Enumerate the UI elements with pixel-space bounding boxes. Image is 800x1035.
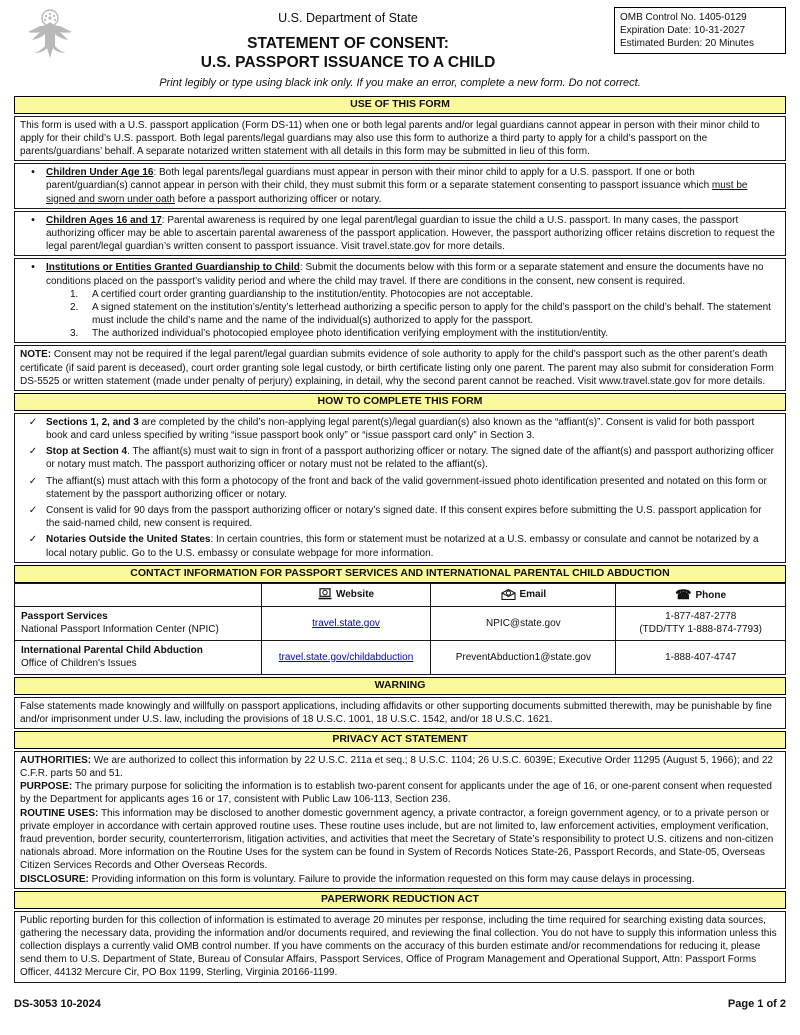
checkmark-icon: ✓ <box>28 416 38 428</box>
checklist-bold-lead: Sections 1, 2, and 3 <box>46 416 139 428</box>
contact-row-passport-services <box>15 606 786 640</box>
list-item <box>70 301 778 327</box>
contact-org-cell <box>15 640 262 674</box>
bullet-icon: • <box>31 167 35 179</box>
travel-state-gov-link[interactable]: travel.state.gov <box>312 617 380 629</box>
note-box <box>14 345 786 391</box>
privacy-disclosure-paragraph <box>20 873 780 886</box>
use-of-form-intro-box <box>14 116 786 162</box>
list-item-text: A signed statement on the institution’s/entity’s letterhead authorizing a specific person to apply for the child’s passport on the child’s behalf. The statement must include the child’s name and the name of the individual(s) authorized to apply for the passport. <box>92 301 771 327</box>
form-title-line1: STATEMENT OF CONSENT: <box>247 34 449 52</box>
checkmark-icon: ✓ <box>28 475 38 487</box>
contact-email-cell <box>431 606 616 640</box>
contact-email-cell <box>431 640 616 674</box>
agency-name: U.S. Department of State <box>278 11 418 25</box>
contact-org-cell <box>15 606 262 640</box>
contact-phone-header <box>616 583 786 606</box>
contact-website-cell <box>261 606 431 640</box>
contact-phone-value: 1-888-407-4747 <box>665 651 737 663</box>
bullet-text-children-under-16: : Both legal parents/legal guardians must appear in person with their minor child to apply for a U.S. passport. If one or both parent/guardian(s) cannot appear in person with their child, they must submit this form or a separate statement consenting to passport issuance which <box>46 167 712 192</box>
contact-website-cell <box>261 640 431 674</box>
omb-expiration-date: Expiration Date: 10-31-2027 <box>620 25 746 36</box>
omb-estimated-burden: Estimated Burden: 20 Minutes <box>620 38 754 49</box>
form-number: DS-3053 10-2024 <box>14 997 101 1010</box>
bullet-icon: • <box>31 214 35 226</box>
contact-email-header-label: Email <box>519 588 547 600</box>
privacy-purpose-text: The primary purpose for soliciting the information is to establish two-parent consent for applicants under the age of 16, or one-parent consent when requested by the Department for applicants ages 16 or 17, consistent with Public Law 106-113, Section 236. <box>20 781 772 806</box>
contact-table <box>14 583 786 675</box>
privacy-routine-uses-lead: ROUTINE USES: <box>20 807 99 819</box>
contact-org-name: Passport Services <box>21 610 108 622</box>
section-heading-use-of-this-form: USE OF THIS FORM <box>14 96 786 114</box>
checklist-item-notaries-outside-us <box>20 533 780 559</box>
list-item-text: The authorized individual’s photocopied employee photo identification verifying employment with the institution/entity. <box>92 328 609 340</box>
contact-phone-tdd: (TDD/TTY 1-888-874-7793) <box>639 624 762 636</box>
childabduction-link[interactable]: travel.state.gov/childabduction <box>278 651 414 663</box>
paperwork-reduction-text: Public reporting burden for this collection of information is estimated to average 20 minutes per response, including the time required for searching existing data sources, gathering the necessary data, providing the information and/or documents required, and reviewing the final collection. You do not have to supply this information unless this collection displays a currently valid OMB control number. If you have comments on the accuracy of this burden estimate and/or recommendations for reducing it, please send them to U.S. Department of State, Bureau of Consular Affairs, Passport Services, Office of Program Management and Operational Support, Attn: Passport Forms Officer, 44132 Mercure Cir, PO Box 1199, Sterling, Virginia 20166-1199. <box>20 914 777 979</box>
contact-table-header-row <box>15 583 786 606</box>
institution-documents-list <box>70 288 778 341</box>
email-icon <box>501 589 516 600</box>
section-heading-paperwork-reduction-act: PAPERWORK REDUCTION ACT <box>14 891 786 909</box>
list-item <box>70 288 778 301</box>
website-icon <box>318 588 332 600</box>
contact-row-child-abduction <box>15 640 786 674</box>
bullet-institutions-guardianship <box>14 258 786 343</box>
checklist-item-consent-90-days <box>20 504 780 530</box>
checkmark-icon: ✓ <box>28 446 38 458</box>
checklist-text: are completed by the child’s non-applying legal parent(s)/legal guardian(s) also known as the “affiant(s)”. Consent is valid for both passport book and card unless specified by writing “issue passport book only” or “issue passport card only” in Section 3. <box>46 416 755 442</box>
privacy-disclosure-text: Providing information on this form is voluntary. Failure to provide the information requested on this form may cause delays in processing. <box>88 873 695 885</box>
underlined-phrase-sworn-under-oath: must be signed and sworn under oath <box>46 180 748 205</box>
page-indicator: Page 1 of 2 <box>727 997 786 1010</box>
bullet-text-children-under-16-end: before a passport authorizing officer or notary. <box>174 193 382 205</box>
checklist-item-stop-at-section-4 <box>20 445 780 471</box>
contact-phone-value: 1-877-487-2778 <box>665 611 737 623</box>
contact-phone-cell <box>616 640 786 674</box>
list-item-number: 3. <box>70 328 79 340</box>
page-footer <box>14 997 786 1012</box>
checkmark-icon: ✓ <box>28 534 38 546</box>
list-item-number: 1. <box>70 288 79 300</box>
contact-org-subname: Office of Children's Issues <box>21 658 137 670</box>
department-of-state-seal-icon <box>18 6 82 72</box>
contact-email-value: PreventAbduction1@state.gov <box>455 651 591 663</box>
contact-website-header-label: Website <box>335 588 375 600</box>
note-text: Consent may not be required if the legal parent/legal guardian submits evidence of sole authority to apply for the child’s passport such as the other parent’s death certificate (if said parent is deceased), court order granting sole legal custody, or birth certificate listing only one parent. The parent may also submit for consideration Form DS-5525 or written statement (made under penalty of perjury) explaining, in detail, why the second parent cannot be reached. Visit www.travel.state.gov for more details. <box>20 349 774 387</box>
warning-text: False statements made knowingly and willfully on passport applications, including affidavits or other supporting documents submitted therewith, may be punishable by fine and/or imprisonment under U.S. law, including the provisions of 18 U.S.C. 1001, 18 U.S.C. 1542, and/or 18 U.S.C. 1621. <box>20 700 772 725</box>
paperwork-reduction-box <box>14 911 786 983</box>
checklist-text: Consent is valid for 90 days from the passport authorizing officer or notary’s signed date. If this consent expires before submitting the U.S. passport application for the said-named child, new consent is required. <box>46 504 762 530</box>
checkmark-icon: ✓ <box>28 504 38 516</box>
contact-email-value: NPIC@state.gov <box>486 617 561 629</box>
omb-control-box <box>614 7 786 54</box>
list-item-text: A certified court order granting guardianship to the institution/entity. Photocopies are not acceptable. <box>92 288 534 300</box>
privacy-authorities-paragraph <box>20 754 780 780</box>
bullet-children-16-17 <box>14 211 786 257</box>
privacy-purpose-lead: PURPOSE: <box>20 781 73 793</box>
bullet-children-under-16 <box>14 163 786 209</box>
privacy-disclosure-lead: DISCLOSURE: <box>20 873 89 885</box>
contact-blank-header-cell <box>15 583 262 606</box>
note-label: NOTE: <box>20 349 52 361</box>
checklist-text: The affiant(s) must attach with this form a photocopy of the front and back of the valid government-issued photo identification presented and notated on this form or statement by the passport authorizing officer or notary. <box>46 475 767 500</box>
section-heading-warning: WARNING <box>14 677 786 695</box>
bullet-label-children-under-16: Children Under Age 16 <box>46 167 154 179</box>
form-title <box>82 34 614 73</box>
form-header <box>14 6 786 72</box>
checklist-bold-lead: Notaries Outside the United States <box>46 534 211 546</box>
contact-phone-header-label: Phone <box>695 589 727 601</box>
section-heading-contact-information: CONTACT INFORMATION FOR PASSPORT SERVICES AND INTERNATIONAL PARENTAL CHILD ABDUCTION <box>14 565 786 583</box>
bullet-label-children-16-17: Children Ages 16 and 17 <box>46 214 162 226</box>
fill-instruction: Print legibly or type using black ink only. If you make an error, complete a new form. Do not correct. <box>159 77 641 90</box>
use-of-form-intro-text: This form is used with a U.S. passport application (Form DS-11) when one or both legal parents and/or legal guardians cannot appear in person with their minor child to apply for their child’s U.S. passport. Both legal parents/legal guardians may also use this form to authorize a third party to apply for a child’s passport on the parents/guardians’ behalf. A separate notarized written statement with all details in this form may be submitted in lieu of this form. <box>20 119 760 157</box>
privacy-authorities-text: We are authorized to collect this information by 22 U.S.C. 211a et seq.; 8 U.S.C. 1104; 26 U.S.C. 6039E; Executive Order 11295 (August 5, 1966); and 22 C.F.R. parts 50 and 51. <box>20 754 773 780</box>
checklist-text: . The affiant(s) must wait to sign in front of a passport authorizing officer or notary. The signed date of the affiant(s) and passport authorizing officer or notary must match. The passport authorizing officer or notary must not be related to the affiant(s). <box>46 446 774 471</box>
list-item-number: 2. <box>70 301 79 313</box>
bullet-icon: • <box>31 262 35 274</box>
privacy-act-box <box>14 751 786 889</box>
form-title-line2: U.S. PASSPORT ISSUANCE TO A CHILD <box>200 53 496 71</box>
list-item <box>70 327 778 340</box>
bullet-text-children-16-17: : Parental awareness is required by one legal parent/legal guardian to issue the child a U.S. passport. In many cases, the passport authorizing officer may be able to ascertain parental awareness of the passport application. However, the passport authorizing officer retains discretion to request the legal parent/legal guardian’s written consent to passport issuance. Visit travel.state.gov for more details. <box>46 214 775 253</box>
contact-email-header <box>431 583 616 606</box>
privacy-purpose-paragraph <box>20 780 780 806</box>
contact-org-subname: National Passport Information Center (NPIC) <box>21 624 219 636</box>
contact-website-header <box>261 583 431 606</box>
contact-org-name: International Parental Child Abduction <box>21 644 203 656</box>
checklist-item-sections-123 <box>20 416 780 442</box>
warning-box <box>14 697 786 729</box>
phone-icon: ☎ <box>675 586 692 602</box>
how-to-complete-box <box>14 413 786 563</box>
privacy-routine-uses-text: This information may be disclosed to another domestic government agency, a private contractor, a foreign government agency, or to a private person or private employer in accordance with certain approved routine uses. These routine uses include, but are not limited to, law enforcement activities, employment verification, fraud prevention, border security, counterterrorism, litigation activities, and activities that meet the Secretary of State’s responsibility to protect U.S. citizens and non-citizen nationals abroad. More information on the Routine Uses for the system can be found in System of Records Notices State-26, Passport Records, and State-05, Overseas Citizen Services Records and Other Overseas Records. <box>20 807 774 872</box>
section-heading-privacy-act: PRIVACY ACT STATEMENT <box>14 731 786 749</box>
section-heading-how-to-complete: HOW TO COMPLETE THIS FORM <box>14 393 786 411</box>
checklist-text: : In certain countries, this form or statement must be notarized at a U.S. embassy or consulate and cannot be notarized by a local notary public. Go to the U.S. embassy or consulate webpage for more information. <box>46 534 759 559</box>
bullet-label-institutions: Institutions or Entities Granted Guardianship to Child <box>46 262 300 274</box>
privacy-authorities-lead: AUTHORITIES: <box>20 754 92 766</box>
contact-phone-cell <box>616 606 786 640</box>
checklist-bold-lead: Stop at Section 4 <box>46 446 128 458</box>
privacy-routine-uses-paragraph <box>20 807 780 873</box>
omb-control-number: OMB Control No. 1405-0129 <box>620 12 747 23</box>
checklist-item-photocopy-id <box>20 475 780 501</box>
bullet-text-institutions: : Submit the documents below with this form or a separate statement and ensure the documents have no conditions placed on the passport’s validity period and where the child may travel. If there are conditions in the consent, new consent is required. <box>46 262 764 287</box>
